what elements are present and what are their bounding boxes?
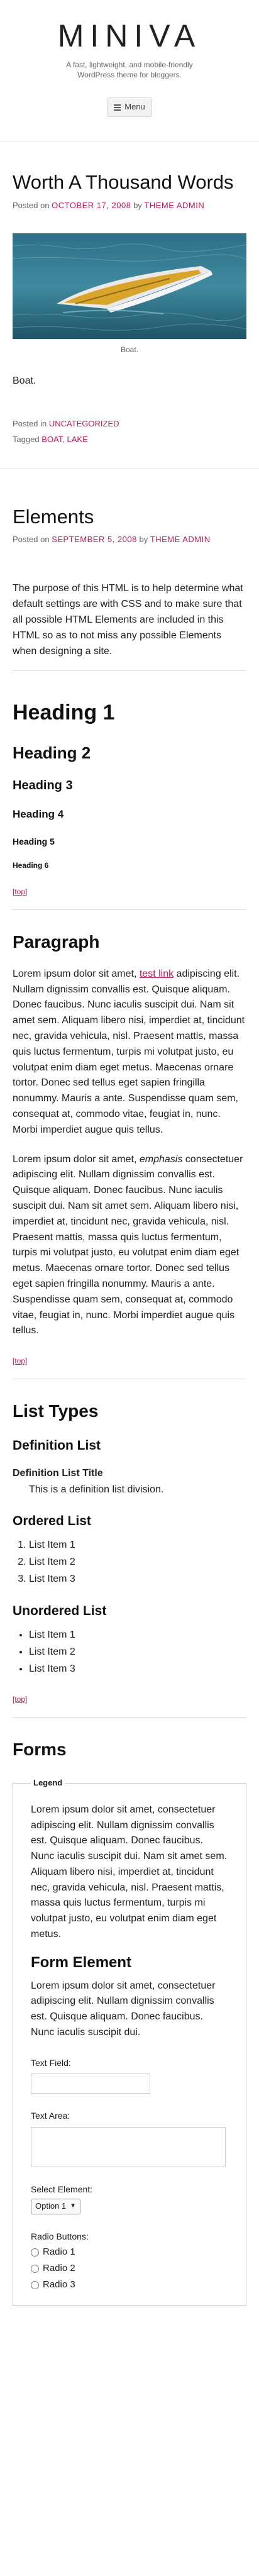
chevron-down-icon: ▼ bbox=[70, 2202, 77, 2210]
posted-on-label: Posted on bbox=[13, 534, 50, 544]
heading-6: Heading 6 bbox=[13, 860, 49, 870]
category-link[interactable]: UNCATEGORIZED bbox=[48, 419, 119, 429]
text-field-input[interactable] bbox=[31, 2074, 150, 2094]
boat-photo[interactable] bbox=[13, 233, 246, 339]
top-link[interactable]: [top] bbox=[13, 1695, 28, 1704]
ordered-list-heading: Ordered List bbox=[13, 1514, 91, 1529]
paragraph-text: Lorem ipsum dolor sit amet, bbox=[13, 1153, 140, 1165]
paragraph-text: consectetuer adipiscing elit. Nullam dignissim convallis est. Quisque aliquam. Donec faucibus. Nunc iaculis suscipit dui. Nam sit amet sem. Aliquam libero nisi, imperdiet at, tincidunt nec, gravida vehicula, nisl. Praesent mattis, massa quis luctus fermentum, turpis mi volutpat justo, eu volutpat enim diam eget metus. Maecenas ornare tortor. Donec sed tellus eget sapien fringilla nonummy. Mauris a ante. Suspendisse quam sem, consequat at, commodo vitae, feugiat in, nunc. Morbi imperdiet augue quis tellus. bbox=[13, 1153, 243, 1336]
radio-label: Radio 2 bbox=[43, 2263, 75, 2274]
post-body-text: Boat. bbox=[13, 375, 36, 386]
radio-buttons-label: Radio Buttons: bbox=[31, 2231, 89, 2241]
select-label: Select Element: bbox=[31, 2184, 93, 2194]
paragraph-with-link bbox=[13, 967, 246, 1138]
menu-label: Menu bbox=[124, 102, 145, 112]
list-item: • List Item 1 bbox=[29, 1626, 246, 1643]
post-title[interactable]: Worth A Thousand Words bbox=[13, 171, 234, 194]
site-description: A fast, lightweight, and mobile-friendly WordPress theme for bloggers. bbox=[66, 60, 193, 80]
menu-button[interactable] bbox=[107, 97, 152, 117]
list-item: 1. List Item 1 bbox=[29, 1536, 246, 1553]
top-link[interactable]: [top] bbox=[13, 887, 28, 897]
post-meta bbox=[13, 533, 246, 547]
list-item: • List Item 2 bbox=[29, 1643, 246, 1660]
section-title-paragraph: Paragraph bbox=[13, 932, 100, 952]
top-link[interactable]: [top] bbox=[13, 1357, 28, 1366]
radio-circle-icon[interactable] bbox=[31, 2265, 39, 2273]
ordered-list bbox=[13, 1536, 246, 1588]
section-rule bbox=[13, 670, 246, 671]
tags-line bbox=[13, 432, 246, 448]
heading-1: Heading 1 bbox=[13, 701, 115, 725]
radio-option[interactable] bbox=[31, 2277, 228, 2292]
section-rule bbox=[13, 909, 246, 910]
post-footer bbox=[13, 416, 246, 447]
paragraph-text: adipiscing elit. Nullam dignissim convallis est. Quisque aliquam. Donec faucibus. Nunc iaculis suscipit dui. Nam sit amet sem. Aliquam libero nisi, imperdiet at, tincidunt nec, gravida vehicula, nisl. Praesent mattis, massa quis luctus fermentum, turpis mi volutpat justo, eu volutpat enim diam eget metus. Maecenas ornare tortor. Donec sed tellus eget sapien fringilla nonummy. Mauris a ante. Suspendisse quam sem, consequat at, commodo vitae, feugiat in, nunc. Morbi imperdiet augue quis tellus. bbox=[13, 968, 245, 1135]
post-meta bbox=[13, 199, 246, 213]
list-item: 3. List Item 3 bbox=[29, 1570, 246, 1587]
paragraph-text: Lorem ipsum dolor sit amet, bbox=[13, 968, 140, 979]
heading-5: Heading 5 bbox=[13, 836, 55, 847]
posted-on-label: Posted on bbox=[13, 200, 50, 210]
tag-link-boat[interactable]: BOAT bbox=[41, 434, 63, 444]
by-label: by bbox=[133, 200, 142, 210]
intro-paragraph: The purpose of this HTML is to help determine what default settings are with CSS and to make sure that all possible HTML Elements are included in this HTML so as to not miss any possible Elements when designing a site. bbox=[13, 583, 243, 657]
category-line bbox=[13, 416, 246, 432]
select-value: Option 1 bbox=[35, 2201, 67, 2211]
form-element-heading: Form Element bbox=[31, 1953, 132, 1971]
author-link[interactable]: THEME ADMIN bbox=[150, 534, 211, 544]
list-item: 2. List Item 2 bbox=[29, 1553, 246, 1570]
select-element[interactable] bbox=[31, 2199, 80, 2214]
post-date-link[interactable]: OCTOBER 17, 2008 bbox=[52, 200, 131, 210]
heading-4: Heading 4 bbox=[13, 808, 64, 821]
section-title-forms: Forms bbox=[13, 1740, 67, 1760]
tag-link-lake[interactable]: LAKE bbox=[67, 434, 88, 444]
by-label: by bbox=[139, 534, 148, 544]
post-title[interactable]: Elements bbox=[13, 505, 94, 528]
author-link[interactable]: THEME ADMIN bbox=[144, 200, 205, 210]
test-link[interactable]: test link bbox=[139, 968, 174, 979]
form-paragraph: Lorem ipsum dolor sit amet, consectetuer adipiscing elit. Nullam dignissim convallis est. Quisque aliquam. Donec faucibus. Nunc iaculis suscipit dui. bbox=[31, 1980, 216, 2038]
tagged-label: Tagged bbox=[13, 434, 40, 444]
post-divider bbox=[0, 468, 259, 469]
fieldset-paragraph: Lorem ipsum dolor sit amet, consectetuer adipiscing elit. Nullam dignissim convallis est. Quisque aliquam. Donec faucibus. Nunc iaculis suscipit dui. Nam sit amet sem. Aliquam libero nisi, imperdiet at, tincidunt nec, gravida vehicula, nisl. Praesent mattis, massa quis luctus fermentum, turpis mi volutpat justo, eu volutpat enim diam eget metus. bbox=[31, 1804, 228, 1940]
paragraph-with-emphasis bbox=[13, 1152, 246, 1340]
radio-label: Radio 3 bbox=[43, 2279, 75, 2290]
text-area-label: Text Area: bbox=[31, 2111, 70, 2121]
radio-option[interactable] bbox=[31, 2245, 228, 2260]
emphasis-text: emphasis bbox=[139, 1153, 183, 1165]
post-figure bbox=[13, 233, 246, 356]
unordered-list bbox=[13, 1626, 246, 1678]
list-item: • List Item 3 bbox=[29, 1660, 246, 1677]
fieldset-legend: Legend bbox=[33, 1777, 63, 1787]
site-header bbox=[0, 0, 259, 117]
image-caption: Boat. bbox=[120, 345, 139, 355]
site-title[interactable]: MINIVA bbox=[57, 18, 202, 53]
heading-2: Heading 2 bbox=[13, 743, 91, 763]
definition-list-heading: Definition List bbox=[13, 1438, 101, 1453]
heading-3: Heading 3 bbox=[13, 779, 73, 793]
definition-term: Definition List Title bbox=[13, 1468, 103, 1479]
section-title-list-types: List Types bbox=[13, 1401, 99, 1421]
section-rule bbox=[13, 1717, 246, 1718]
radio-label: Radio 1 bbox=[43, 2246, 75, 2258]
text-field-label: Text Field: bbox=[31, 2057, 71, 2068]
header-divider bbox=[0, 141, 259, 142]
form-fieldset bbox=[13, 1777, 246, 2306]
tag-separator: , bbox=[62, 434, 67, 444]
definition-description: This is a definition list division. bbox=[29, 1484, 164, 1495]
radio-circle-icon[interactable] bbox=[31, 2248, 39, 2257]
hamburger-icon bbox=[114, 103, 121, 112]
posted-in-label: Posted in bbox=[13, 419, 47, 429]
text-area-input[interactable] bbox=[31, 2127, 226, 2167]
radio-option[interactable] bbox=[31, 2261, 228, 2276]
post-worth-a-thousand-words bbox=[0, 170, 259, 447]
radio-circle-icon[interactable] bbox=[31, 2281, 39, 2289]
post-elements bbox=[0, 505, 259, 2306]
post-date-link[interactable]: SEPTEMBER 5, 2008 bbox=[52, 534, 137, 544]
unordered-list-heading: Unordered List bbox=[13, 1604, 107, 1619]
